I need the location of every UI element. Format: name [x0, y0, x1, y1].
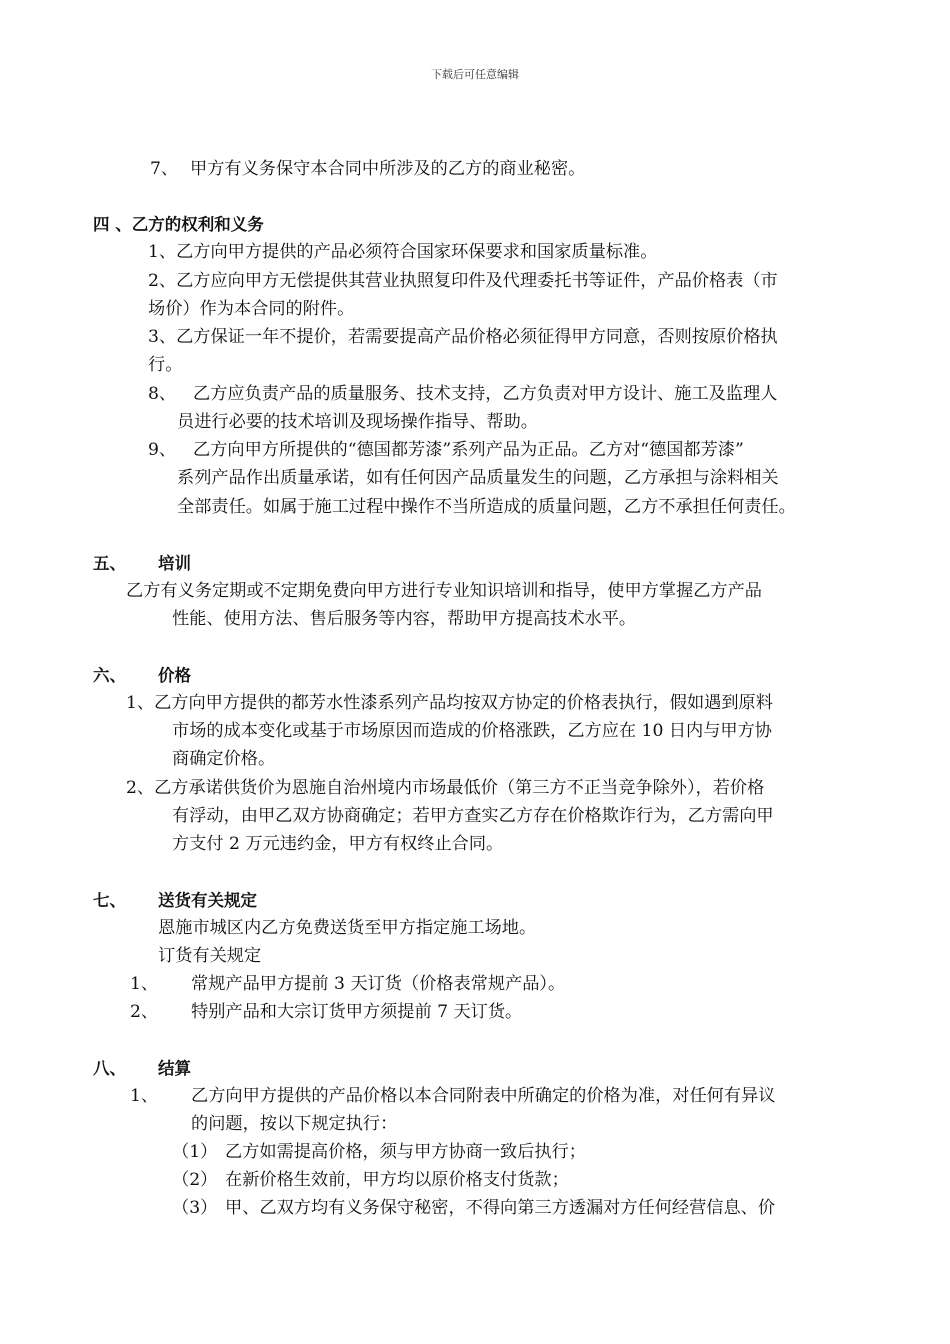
paragraph-line: 1、乙方向甲方提供的都芳水性漆系列产品均按双方协定的价格表执行，假如遇到原料: [126, 693, 773, 713]
paragraph-line: 订货有关规定: [158, 946, 262, 966]
section-heading: 送货有关规定: [158, 891, 257, 910]
subitem-text: 在新价格生效前，甲方均以原价格支付货款；: [225, 1170, 569, 1190]
paragraph-line: 的问题，按以下规定执行：: [191, 1114, 398, 1134]
paragraph-line: 乙方应负责产品的质量服务、技术支持，乙方负责对甲方设计、施工及监理人: [193, 384, 778, 404]
section-heading: 培训: [158, 554, 191, 573]
section-number: 五、: [93, 554, 126, 573]
paragraph-line: 乙方有义务定期或不定期免费向甲方进行专业知识培训和指导，使甲方掌握乙方产品: [126, 581, 762, 601]
paragraph-line: 恩施市城区内乙方免费送货至甲方指定施工场地。: [158, 918, 537, 938]
section-number: 八、: [93, 1059, 126, 1078]
item-number: 2、: [130, 1002, 159, 1022]
section-number: 七、: [93, 891, 126, 910]
section-heading: 价格: [158, 666, 191, 685]
paragraph-line: 2、乙方应向甲方无偿提供其营业执照复印件及代理委托书等证件，产品价格表（市: [148, 271, 778, 291]
section-heading: 四 、乙方的权利和义务: [93, 215, 264, 234]
page-header: 下载后可任意编辑: [431, 68, 519, 81]
paragraph-line: 商确定价格。: [172, 749, 276, 769]
subitem-text: 甲、乙双方均有义务保守秘密，不得向第三方透漏对方任何经营信息、价: [225, 1198, 776, 1218]
item-text: 常规产品甲方提前 3 天订货（价格表常规产品）。: [191, 974, 566, 994]
subitem-number: （3）: [172, 1198, 218, 1218]
item-text: 甲方有义务保守本合同中所涉及的乙方的商业秘密。: [190, 159, 586, 179]
paragraph-line: 员进行必要的技术培训及现场操作指导、帮助。: [177, 412, 538, 432]
paragraph-line: 性能、使用方法、售后服务等内容，帮助甲方提高技术水平。: [172, 609, 637, 629]
paragraph-line: 市场的成本变化或基于市场原因而造成的价格涨跌，乙方应在 10 日内与甲方协: [172, 721, 772, 741]
paragraph-line: 有浮动，由甲乙双方协商确定；若甲方查实乙方存在价格欺诈行为，乙方需向甲: [172, 806, 774, 826]
paragraph-line: 系列产品作出质量承诺，如有任何因产品质量发生的问题，乙方承担与涂料相关: [177, 468, 779, 488]
paragraph-line: 2、乙方承诺供货价为恩施自治州境内市场最低价（第三方不正当竞争除外），若价格: [126, 778, 765, 798]
paragraph-line: 乙方向甲方提供的产品价格以本合同附表中所确定的价格为准，对任何有异议: [191, 1086, 776, 1106]
paragraph-line: 行。: [148, 355, 183, 375]
item-number: 9、: [148, 440, 177, 460]
section-number: 六、: [93, 666, 126, 685]
item-number: 1、: [130, 1086, 159, 1106]
paragraph-line: 场价）作为本合同的附件。: [148, 299, 355, 319]
paragraph-line: 方支付 2 万元违约金，甲方有权终止合同。: [172, 834, 504, 854]
paragraph-line: 1、乙方向甲方提供的产品必须符合国家环保要求和国家质量标准。: [148, 242, 658, 262]
item-text: 特别产品和大宗订货甲方须提前 7 天订货。: [191, 1002, 523, 1022]
item-number: 1、: [130, 974, 159, 994]
subitem-text: 乙方如需提高价格，须与甲方协商一致后执行；: [225, 1142, 586, 1162]
item-number: 8、: [148, 384, 177, 404]
item-number: 7、: [150, 159, 179, 179]
paragraph-line: 乙方向甲方所提供的“德国都芳漆”系列产品为正品。乙方对“德国都芳漆”: [193, 440, 744, 460]
paragraph-line: 全部责任。如属于施工过程中操作不当所造成的质量问题，乙方不承担任何责任。: [177, 497, 796, 517]
subitem-number: （1）: [172, 1142, 218, 1162]
paragraph-line: 3、乙方保证一年不提价，若需要提高产品价格必须征得甲方同意，否则按原价格执: [148, 327, 778, 347]
section-heading: 结算: [158, 1059, 191, 1078]
subitem-number: （2）: [172, 1170, 218, 1190]
